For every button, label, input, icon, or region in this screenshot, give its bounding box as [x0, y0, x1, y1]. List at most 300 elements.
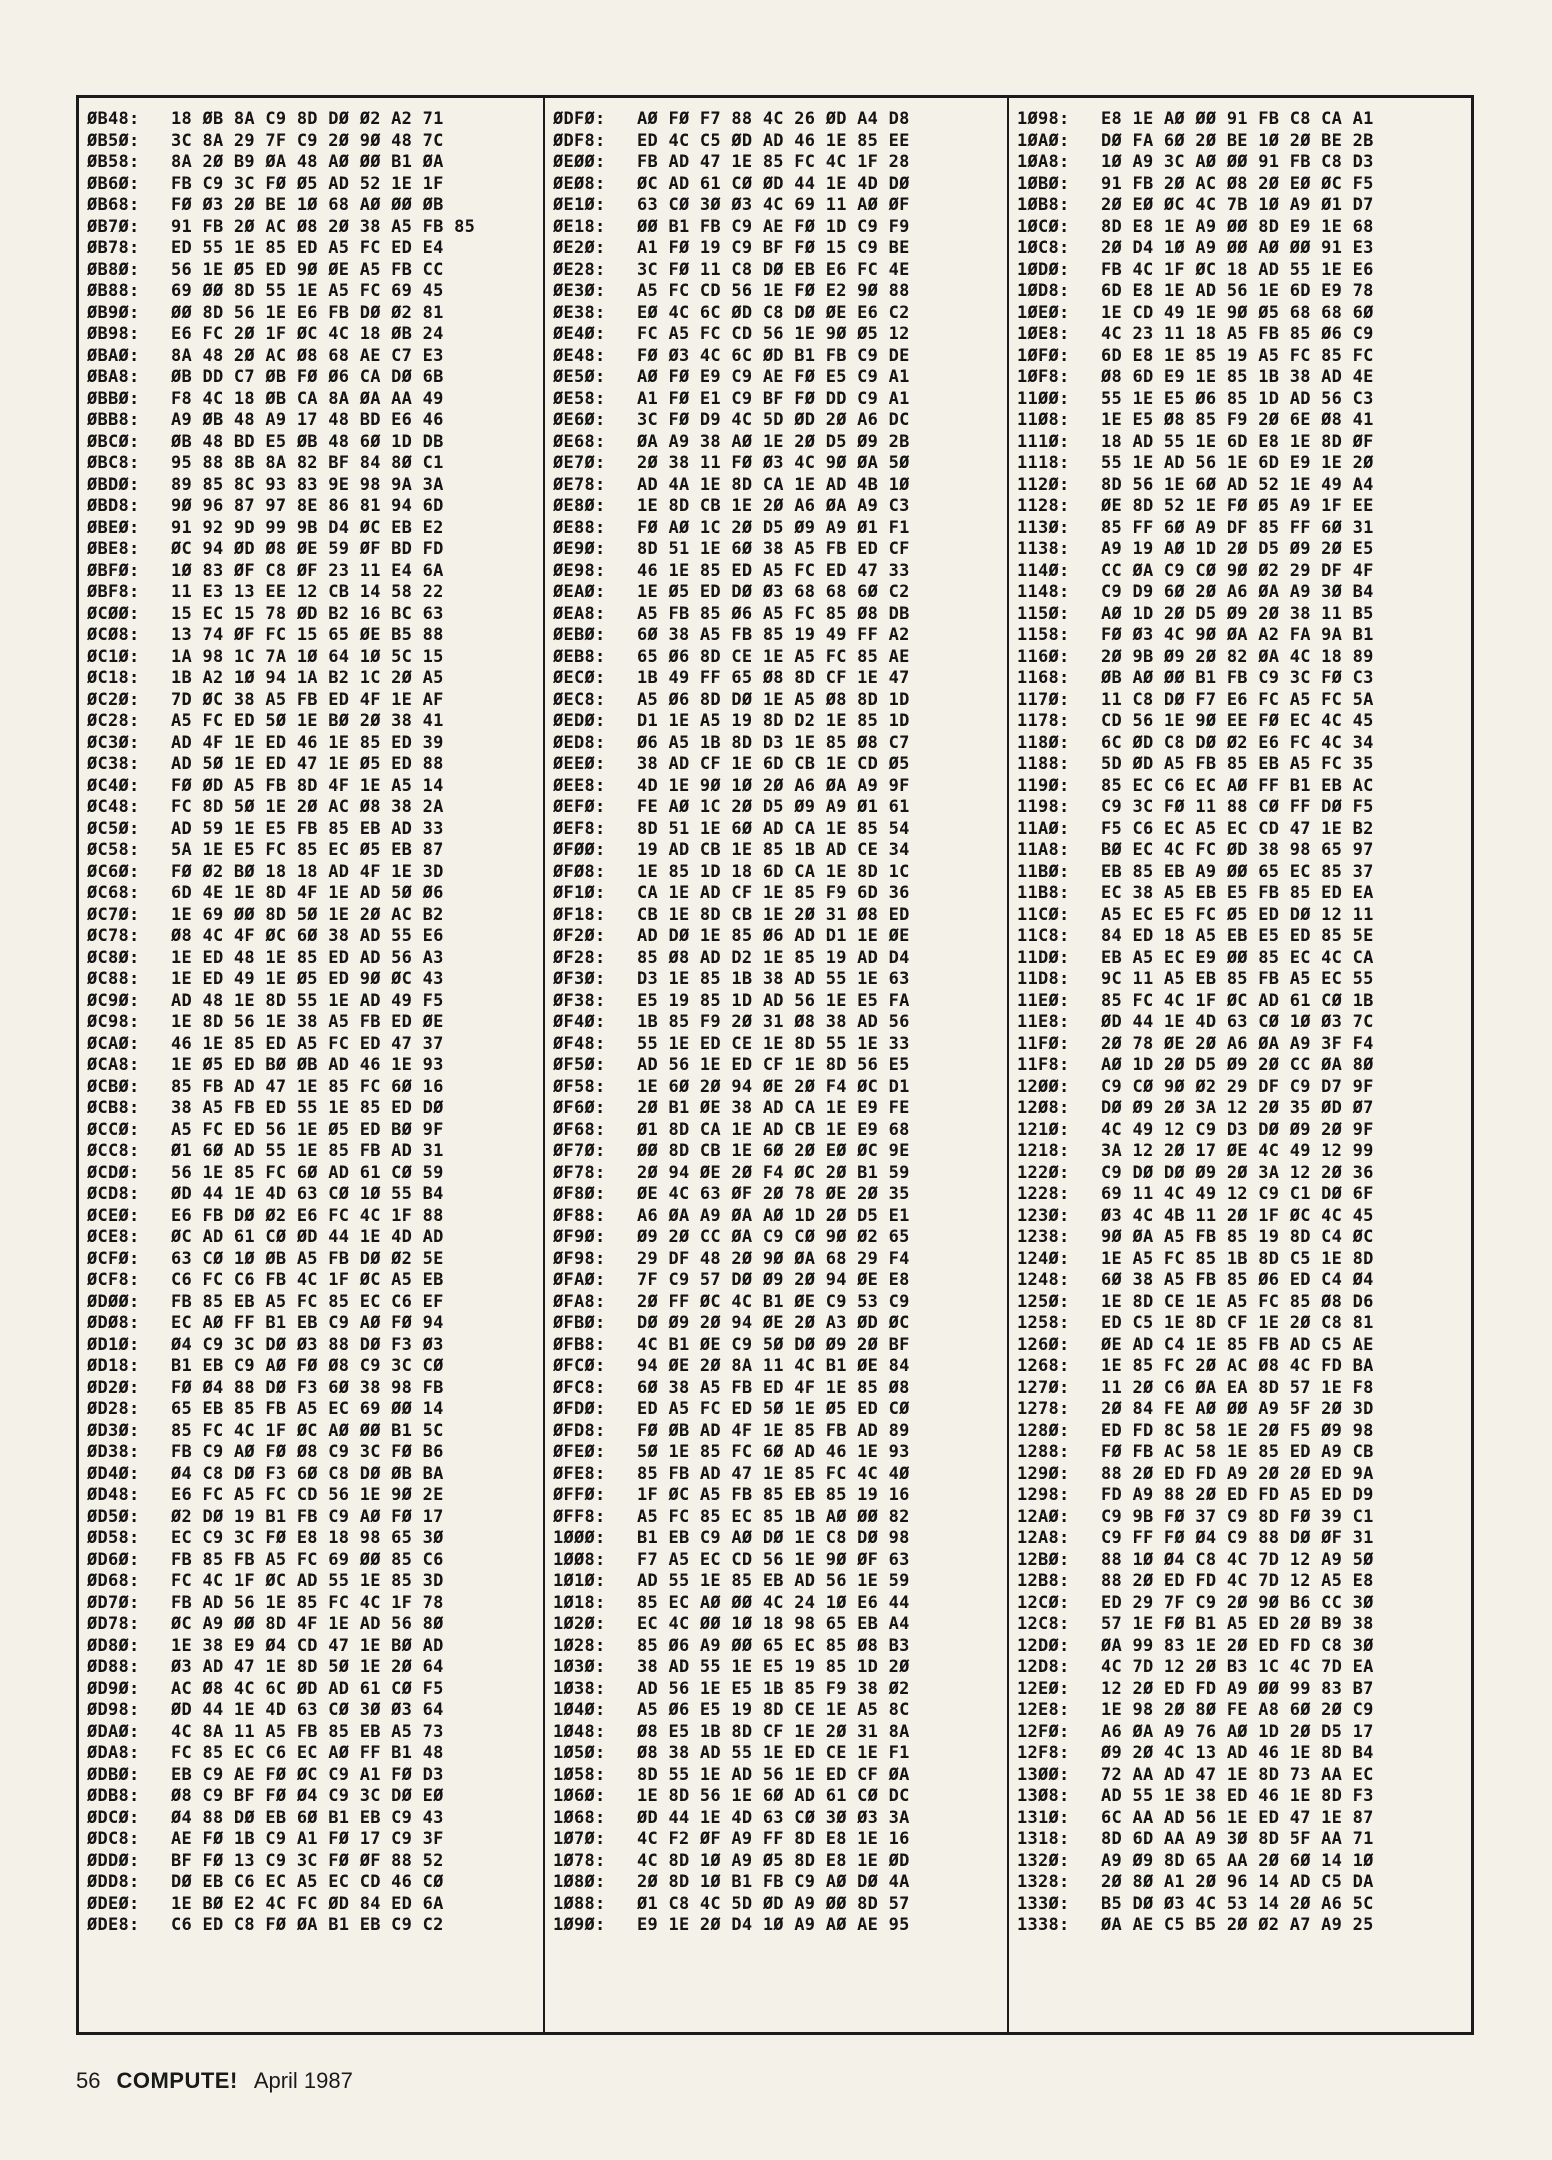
line-address: 11CØ:	[1017, 904, 1070, 925]
listing-line	[1017, 776, 1467, 798]
line-bytes: 1E A5 FC 85 1B 8D C5 1E 8D	[1101, 1248, 1374, 1269]
line-address: ØC88:	[87, 969, 140, 989]
listing-line	[553, 1829, 1003, 1851]
line-address: ØB68:	[87, 195, 140, 215]
listing-line	[1017, 1851, 1467, 1873]
line-address: ØEBØ:	[553, 625, 606, 645]
listing-line	[553, 324, 1003, 346]
listing-line	[1017, 1829, 1467, 1851]
listing-line	[87, 1894, 539, 1916]
listing-line	[553, 174, 1003, 196]
line-bytes: EC C9 3C FØ E8 18 98 65 3Ø	[171, 1528, 444, 1548]
line-address: ØE68:	[553, 431, 606, 452]
listing-line	[1017, 1507, 1467, 1529]
line-address: ØF8Ø:	[553, 1184, 606, 1204]
line-address: ØFØØ:	[553, 840, 606, 860]
line-bytes: 9Ø 96 87 97 8E 86 81 94 6D	[171, 496, 444, 516]
listing-line	[1017, 496, 1467, 518]
line-address: ØF38:	[553, 990, 606, 1011]
listing-line	[1017, 217, 1467, 239]
line-address: ØC4Ø:	[87, 775, 140, 796]
line-address: ØF6Ø:	[553, 1098, 606, 1118]
line-bytes: 4C 23 11 18 A5 FB 85 Ø6 C9	[1101, 324, 1374, 344]
listing-line	[87, 1829, 539, 1851]
line-bytes: E6 FC 2Ø 1F ØC 4C 18 ØB 24	[171, 324, 444, 344]
listing-line	[87, 1227, 539, 1249]
line-address: 1218:	[1017, 1141, 1070, 1161]
listing-line	[553, 647, 1003, 669]
listing-line	[553, 1442, 1003, 1464]
line-address: 1Ø58:	[553, 1764, 606, 1785]
line-bytes: A5 FC ED 5Ø 1E BØ 2Ø 38 41	[171, 711, 444, 731]
line-address: ØFAØ:	[553, 1270, 606, 1290]
line-bytes: 85 FC 4C 1F ØC AØ ØØ B1 5C	[171, 1420, 444, 1441]
listing-line	[553, 1872, 1003, 1894]
listing-line	[1017, 797, 1467, 819]
listing-line	[553, 840, 1003, 862]
listing-line	[87, 1120, 539, 1142]
line-bytes: CA 1E AD CF 1E 85 F9 6D 36	[637, 883, 910, 903]
listing-line	[87, 776, 539, 798]
line-bytes: 3C FØ D9 4C 5D ØD 2Ø A6 DC	[637, 410, 910, 430]
line-address: ØBDØ:	[87, 474, 140, 495]
listing-line	[553, 1808, 1003, 1830]
line-address: 1ØCØ:	[1017, 216, 1070, 237]
line-address: ØF1Ø:	[553, 883, 606, 903]
line-bytes: 2Ø 9B Ø9 2Ø 82 ØA 4C 18 89	[1101, 646, 1374, 667]
listing-line	[87, 883, 539, 905]
line-address: ØCØØ:	[87, 603, 140, 624]
line-bytes: EB C9 AE FØ ØC C9 A1 FØ D3	[171, 1764, 444, 1785]
line-bytes: 11 E3 13 EE 12 CB 14 58 22	[171, 582, 444, 602]
listing-line	[87, 1550, 539, 1572]
listing-line	[553, 582, 1003, 604]
listing-line	[553, 711, 1003, 733]
listing-line	[87, 1464, 539, 1486]
listing-line	[553, 475, 1003, 497]
line-bytes: 1E 69 ØØ 8D 5Ø 1E 2Ø AC B2	[171, 904, 444, 925]
line-bytes: E5 19 85 1D AD 56 1E E5 FA	[637, 990, 910, 1011]
listing-line	[1017, 690, 1467, 712]
listing-line	[1017, 389, 1467, 411]
line-bytes: ØC AD 61 CØ ØD 44 1E 4D AD	[171, 1227, 444, 1247]
line-address: 1Ø8Ø:	[553, 1872, 606, 1892]
line-address: 1128:	[1017, 496, 1070, 516]
line-address: 1158:	[1017, 625, 1070, 645]
listing-line	[553, 797, 1003, 819]
line-bytes: FØ Ø4 88 DØ F3 6Ø 38 98 FB	[171, 1377, 444, 1398]
listing-line	[1017, 926, 1467, 948]
line-bytes: 1E 85 FC 2Ø AC Ø8 4C FD BA	[1101, 1356, 1374, 1376]
line-bytes: ØA 99 83 1E 2Ø ED FD C8 3Ø	[1101, 1635, 1374, 1656]
line-bytes: 63 CØ 3Ø Ø3 4C 69 11 AØ ØF	[637, 195, 910, 215]
line-address: ØDBØ:	[87, 1764, 140, 1785]
listing-line	[553, 1657, 1003, 1679]
listing-line	[1017, 346, 1467, 368]
listing-line	[553, 1227, 1003, 1249]
line-bytes: A1 FØ E1 C9 BF FØ DD C9 A1	[637, 388, 910, 409]
line-bytes: 95 88 8B 8A 82 BF 84 8Ø C1	[171, 453, 444, 473]
listing-line	[1017, 1550, 1467, 1572]
line-address: 123Ø:	[1017, 1205, 1070, 1226]
line-address: 1ØC8:	[1017, 238, 1070, 258]
line-bytes: 55 1E E5 Ø6 85 1D AD 56 C3	[1101, 388, 1374, 409]
line-address: 1Ø68:	[553, 1807, 606, 1828]
line-address: 1168:	[1017, 668, 1070, 688]
listing-line	[553, 238, 1003, 260]
line-bytes: 55 1E AD 56 1E 6D E9 1E 2Ø	[1101, 453, 1374, 473]
line-bytes: 1F ØC A5 FB 85 EB 85 19 16	[637, 1485, 910, 1505]
line-bytes: A9 19 AØ 1D 2Ø D5 Ø9 2Ø E5	[1101, 539, 1374, 559]
line-bytes: 2Ø 78 ØE 2Ø A6 ØA A9 3F F4	[1101, 1033, 1374, 1054]
line-bytes: FB C9 AØ FØ Ø8 C9 3C FØ B6	[171, 1442, 444, 1462]
line-address: 1ØØØ:	[553, 1528, 606, 1548]
line-bytes: 4C B1 ØE C9 5Ø DØ Ø9 2Ø BF	[637, 1334, 910, 1355]
listing-line	[1017, 1356, 1467, 1378]
listing-line	[553, 969, 1003, 991]
line-address: 128Ø:	[1017, 1420, 1070, 1441]
listing-line	[87, 475, 539, 497]
line-bytes: AØ 1D 2Ø D5 Ø9 2Ø CC ØA 8Ø	[1101, 1055, 1374, 1075]
line-bytes: AD 56 1E E5 1B 85 F9 38 Ø2	[637, 1678, 910, 1699]
listing-line	[87, 1915, 539, 1937]
line-address: ØF78:	[553, 1162, 606, 1183]
line-address: 133Ø:	[1017, 1893, 1070, 1914]
listing-line	[1017, 647, 1467, 669]
line-bytes: 91 FB 2Ø AC Ø8 2Ø EØ ØC F5	[1101, 173, 1374, 194]
line-bytes: Ø1 8D CA 1E AD CB 1E E9 68	[637, 1119, 910, 1140]
listing-line	[553, 1571, 1003, 1593]
line-bytes: 8A 2Ø B9 ØA 48 AØ ØØ B1 ØA	[171, 152, 444, 172]
line-bytes: B1 EB C9 AØ FØ Ø8 C9 3C CØ	[171, 1356, 444, 1376]
line-bytes: 8D 56 1E 6Ø AD 52 1E 49 A4	[1101, 474, 1374, 495]
line-bytes: E9 1E 2Ø D4 1Ø A9 AØ AE 95	[637, 1915, 910, 1935]
listing-line	[1017, 991, 1467, 1013]
line-bytes: F8 4C 18 ØB CA 8A ØA AA 49	[171, 388, 444, 409]
line-bytes: B1 EB C9 AØ DØ 1E C8 DØ 98	[637, 1528, 910, 1548]
page-number: 56	[76, 2068, 101, 2093]
listing-line	[553, 1636, 1003, 1658]
line-bytes: AD DØ 1E 85 Ø6 AD D1 1E ØE	[637, 926, 910, 946]
line-bytes: 8D 55 1E AD 56 1E ED CF ØA	[637, 1764, 910, 1785]
line-bytes: Ø2 DØ 19 B1 FB C9 AØ FØ 17	[171, 1506, 444, 1527]
line-bytes: 5A 1E E5 FC 85 EC Ø5 EB 87	[171, 840, 444, 860]
listing-line	[553, 561, 1003, 583]
line-bytes: AD 5Ø 1E ED 47 1E Ø5 ED 88	[171, 754, 444, 774]
listing-line	[553, 991, 1003, 1013]
line-bytes: FØ ØB AD 4F 1E 85 FB AD 89	[637, 1420, 910, 1441]
line-address: ØD5Ø:	[87, 1506, 140, 1527]
line-bytes: 55 1E ED CE 1E 8D 55 1E 33	[637, 1033, 910, 1054]
line-address: ØF3Ø:	[553, 969, 606, 989]
listing-line	[1017, 1464, 1467, 1486]
line-address: ØB48:	[87, 109, 140, 129]
line-address: 1178:	[1017, 711, 1070, 731]
listing-line	[553, 1313, 1003, 1335]
listing-column-2	[543, 98, 1007, 2032]
line-bytes: ED C5 1E 8D CF 1E 2Ø C8 81	[1101, 1313, 1374, 1333]
line-bytes: 4C 8D 1Ø A9 Ø5 8D E8 1E ØD	[637, 1850, 910, 1871]
line-address: 11ØØ:	[1017, 388, 1070, 409]
line-bytes: FE AØ 1C 2Ø D5 Ø9 A9 Ø1 61	[637, 797, 910, 817]
line-bytes: ØE 4C 63 ØF 2Ø 78 ØE 2Ø 35	[637, 1184, 910, 1204]
line-bytes: 1E Ø5 ED DØ Ø3 68 68 6Ø C2	[637, 582, 910, 602]
line-address: 12Ø8:	[1017, 1098, 1070, 1118]
line-address: ØB6Ø:	[87, 173, 140, 194]
line-address: ØCC8:	[87, 1141, 140, 1161]
line-address: 1Ø98:	[1017, 109, 1070, 129]
line-bytes: FØ AØ 1C 2Ø D5 Ø9 A9 Ø1 F1	[637, 517, 910, 538]
line-bytes: ØD 44 1E 4D 63 CØ 3Ø Ø3 3A	[637, 1807, 910, 1828]
line-bytes: E6 FB DØ Ø2 E6 FC 4C 1F 88	[171, 1205, 444, 1226]
line-address: 1Ø9Ø:	[553, 1915, 606, 1935]
line-address: ØDCØ:	[87, 1807, 140, 1828]
line-bytes: 1B 49 FF 65 Ø8 8D CF 1E 47	[637, 668, 910, 688]
listing-line	[87, 1700, 539, 1722]
line-bytes: ØØ 8D 56 1E E6 FB DØ Ø2 81	[171, 302, 444, 323]
line-bytes: 38 AD CF 1E 6D CB 1E CD Ø5	[637, 754, 910, 774]
line-bytes: 11 2Ø C6 ØA EA 8D 57 1E F8	[1101, 1377, 1374, 1398]
listing-line	[87, 1442, 539, 1464]
listing-line	[1017, 432, 1467, 454]
listing-line	[87, 1679, 539, 1701]
listing-line	[1017, 152, 1467, 174]
line-bytes: AD 48 1E 8D 55 1E AD 49 F5	[171, 990, 444, 1011]
line-address: ØCFØ:	[87, 1248, 140, 1269]
line-bytes: 85 FC 4C 1F ØC AD 61 CØ 1B	[1101, 990, 1374, 1011]
line-bytes: AD 55 1E 85 EB AD 56 1E 59	[637, 1571, 910, 1591]
listing-line	[1017, 109, 1467, 131]
listing-line	[1017, 238, 1467, 260]
listing-line	[1017, 1227, 1467, 1249]
line-address: 122Ø:	[1017, 1162, 1070, 1183]
line-address: ØDEØ:	[87, 1893, 140, 1914]
line-address: ØB88:	[87, 281, 140, 301]
listing-line	[1017, 819, 1467, 841]
line-bytes: FB AD 47 1E 85 FC 4C 1F 28	[637, 152, 910, 172]
line-bytes: 1E E5 Ø8 85 F9 2Ø 6E Ø8 41	[1101, 410, 1374, 430]
line-bytes: E8 1E AØ ØØ 91 FB C8 CA A1	[1101, 109, 1374, 129]
line-bytes: FB 85 FB A5 FC 69 ØØ 85 C6	[171, 1549, 444, 1570]
listing-line	[87, 195, 539, 217]
line-address: ØDE8:	[87, 1915, 140, 1935]
listing-line	[1017, 1335, 1467, 1357]
listing-line	[1017, 969, 1467, 991]
listing-line	[1017, 883, 1467, 905]
listing-line	[87, 1593, 539, 1615]
line-bytes: 2Ø EØ ØC 4C 7B 1Ø A9 Ø1 D7	[1101, 195, 1374, 215]
line-bytes: 6Ø 38 A5 FB 85 19 49 FF A2	[637, 625, 910, 645]
listing-line	[1017, 1184, 1467, 1206]
line-bytes: D1 1E A5 19 8D D2 1E 85 1D	[637, 711, 910, 731]
line-address: 1ØB8:	[1017, 195, 1070, 215]
listing-line	[1017, 1163, 1467, 1185]
line-address: 1ØF8:	[1017, 367, 1070, 387]
line-address: ØFCØ:	[553, 1356, 606, 1376]
line-bytes: 1Ø 83 ØF C8 ØF 23 11 E4 6A	[171, 560, 444, 581]
line-address: ØE3Ø:	[553, 281, 606, 301]
line-bytes: 1B A2 1Ø 94 1A B2 1C 2Ø A5	[171, 668, 444, 688]
line-bytes: Ø8 C9 BF FØ Ø4 C9 3C DØ EØ	[171, 1786, 444, 1806]
listing-line	[87, 1098, 539, 1120]
line-address: 116Ø:	[1017, 646, 1070, 667]
line-bytes: A5 FB 85 Ø6 A5 FC 85 Ø8 DB	[637, 603, 910, 624]
line-address: 1238:	[1017, 1227, 1070, 1247]
line-address: ØE58:	[553, 388, 606, 409]
line-bytes: EB A5 EC E9 ØØ 85 EC 4C CA	[1101, 947, 1374, 968]
line-bytes: ØB AØ ØØ B1 FB C9 3C FØ C3	[1101, 668, 1374, 688]
line-bytes: 56 1E 85 FC 6Ø AD 61 CØ 59	[171, 1162, 444, 1183]
listing-line	[87, 969, 539, 991]
line-address: ØF7Ø:	[553, 1141, 606, 1161]
line-bytes: Ø6 A5 1B 8D D3 1E 85 Ø8 C7	[637, 732, 910, 753]
line-address: ØDC8:	[87, 1829, 140, 1849]
line-address: ØFE8:	[553, 1463, 606, 1484]
listing-line	[87, 346, 539, 368]
line-address: 1318:	[1017, 1829, 1070, 1849]
line-bytes: 85 FB AD 47 1E 85 FC 4C 4Ø	[637, 1463, 910, 1484]
line-bytes: 8D 51 1E 6Ø 38 A5 FB ED CF	[637, 539, 910, 559]
line-bytes: ØA A9 38 AØ 1E 2Ø D5 Ø9 2B	[637, 431, 910, 452]
line-address: 1148:	[1017, 582, 1070, 602]
line-address: ØC3Ø:	[87, 732, 140, 753]
line-bytes: ØB 48 BD E5 ØB 48 6Ø 1D DB	[171, 431, 444, 452]
listing-line	[553, 346, 1003, 368]
line-address: ØBA8:	[87, 367, 140, 387]
line-address: ØD9Ø:	[87, 1678, 140, 1699]
listing-line	[553, 1141, 1003, 1163]
listing-line	[87, 1141, 539, 1163]
line-bytes: 9Ø ØA A5 FB 85 19 8D C4 ØC	[1101, 1227, 1374, 1247]
line-bytes: 6D 4E 1E 8D 4F 1E AD 5Ø Ø6	[171, 883, 444, 903]
listing-line	[553, 1206, 1003, 1228]
line-address: 1ØFØ:	[1017, 345, 1070, 366]
listing-line	[87, 1335, 539, 1357]
listing-line	[1017, 131, 1467, 153]
line-address: 1Ø88:	[553, 1893, 606, 1914]
line-bytes: AØ FØ E9 C9 AE FØ E5 C9 A1	[637, 367, 910, 387]
line-address: ØEEØ:	[553, 754, 606, 774]
line-address: ØEF8:	[553, 818, 606, 839]
line-bytes: Ø1 C8 4C 5D ØD A9 ØØ 8D 57	[637, 1893, 910, 1914]
line-address: ØCEØ:	[87, 1205, 140, 1226]
line-address: ØFØ8:	[553, 861, 606, 882]
line-address: ØBBØ:	[87, 388, 140, 409]
line-address: ØE2Ø:	[553, 238, 606, 258]
line-address: ØCAØ:	[87, 1033, 140, 1054]
line-bytes: 3A 12 2Ø 17 ØE 4C 49 12 99	[1101, 1141, 1374, 1161]
line-bytes: 7D ØC 38 A5 FB ED 4F 1E AF	[171, 689, 444, 710]
line-bytes: AE FØ 1B C9 A1 FØ 17 C9 3F	[171, 1829, 444, 1849]
listing-line	[87, 711, 539, 733]
line-bytes: A5 FC CD 56 1E FØ E2 9Ø 88	[637, 281, 910, 301]
line-address: ØD7Ø:	[87, 1592, 140, 1613]
listing-line	[1017, 1808, 1467, 1830]
line-bytes: ØD 44 1E 4D 63 CØ 1Ø Ø3 7C	[1101, 1012, 1374, 1032]
line-address: ØD98:	[87, 1700, 140, 1720]
line-address: ØF58:	[553, 1076, 606, 1097]
line-address: ØE9Ø:	[553, 539, 606, 559]
listing-line	[1017, 1292, 1467, 1314]
listing-line	[87, 1571, 539, 1593]
listing-line	[553, 152, 1003, 174]
line-address: 1188:	[1017, 754, 1070, 774]
listing-line	[553, 862, 1003, 884]
listing-line	[87, 1722, 539, 1744]
line-bytes: 85 FF 6Ø A9 DF 85 FF 6Ø 31	[1101, 517, 1374, 538]
line-bytes: AD 56 1E ED CF 1E 8D 56 E5	[637, 1055, 910, 1075]
line-bytes: 18 ØB 8A C9 8D DØ Ø2 A2 71	[171, 109, 444, 129]
listing-line	[87, 453, 539, 475]
line-address: ØC68:	[87, 883, 140, 903]
listing-line	[553, 539, 1003, 561]
line-bytes: 38 AD 55 1E E5 19 85 1D 2Ø	[637, 1657, 910, 1677]
listing-line	[87, 260, 539, 282]
line-bytes: FB AD 56 1E 85 FC 4C 1F 78	[171, 1592, 444, 1613]
line-bytes: 65 Ø6 8D CE 1E A5 FC 85 AE	[637, 646, 910, 667]
listing-line	[1017, 668, 1467, 690]
line-bytes: Ø9 2Ø CC ØA C9 CØ 9Ø Ø2 65	[637, 1227, 910, 1247]
listing-line	[87, 991, 539, 1013]
line-address: ØD28:	[87, 1399, 140, 1419]
line-address: 132Ø:	[1017, 1850, 1070, 1871]
line-bytes: 4C 8A 11 A5 FB 85 EB A5 73	[171, 1721, 444, 1742]
line-bytes: 6D E8 1E 85 19 A5 FC 85 FC	[1101, 345, 1374, 366]
line-address: ØDDØ:	[87, 1850, 140, 1871]
line-bytes: A6 ØA A9 ØA AØ 1D 2Ø D5 E1	[637, 1205, 910, 1226]
line-bytes: AC Ø8 4C 6C ØD AD 61 CØ F5	[171, 1678, 444, 1699]
listing-line	[1017, 582, 1467, 604]
listing-line	[87, 1378, 539, 1400]
listing-line	[553, 1034, 1003, 1056]
line-bytes: 6D E8 1E AD 56 1E 6D E9 78	[1101, 281, 1374, 301]
line-bytes: DØ EB C6 EC A5 EC CD 46 CØ	[171, 1872, 444, 1892]
line-bytes: 84 ED 18 A5 EB E5 ED 85 5E	[1101, 926, 1374, 946]
line-address: 112Ø:	[1017, 474, 1070, 495]
line-bytes: ED 4C C5 ØD AD 46 1E 85 EE	[637, 130, 910, 151]
line-bytes: F5 C6 EC A5 EC CD 47 1E B2	[1101, 818, 1374, 839]
line-address: ØC18:	[87, 668, 140, 688]
line-bytes: 1E 8D CB 1E 2Ø A6 ØA A9 C3	[637, 496, 910, 516]
listing-line	[87, 1851, 539, 1873]
listing-line	[553, 1464, 1003, 1486]
listing-line	[1017, 1120, 1467, 1142]
line-bytes: A1 FØ 19 C9 BF FØ 15 C9 BE	[637, 238, 910, 258]
listing-line	[1017, 260, 1467, 282]
line-bytes: 1E BØ E2 4C FC ØD 84 ED 6A	[171, 1893, 444, 1914]
line-bytes: 1E ED 49 1E Ø5 ED 9Ø ØC 43	[171, 969, 444, 989]
line-bytes: ØE 8D 52 1E FØ Ø5 A9 1F EE	[1101, 496, 1374, 516]
line-bytes: 85 Ø6 A9 ØØ 65 EC 85 Ø8 B3	[637, 1635, 910, 1656]
listing-line	[1017, 1141, 1467, 1163]
line-address: 11A8:	[1017, 840, 1070, 860]
line-bytes: Ø9 2Ø 4C 13 AD 46 1E 8D B4	[1101, 1743, 1374, 1763]
listing-line	[1017, 1593, 1467, 1615]
line-address: ØB5Ø:	[87, 130, 140, 151]
listing-line	[553, 303, 1003, 325]
line-bytes: 8D E8 1E A9 ØØ 8D E9 1E 68	[1101, 216, 1374, 237]
listing-line	[553, 754, 1003, 776]
line-bytes: 19 AD CB 1E 85 1B AD CE 34	[637, 840, 910, 860]
line-address: ØC7Ø:	[87, 904, 140, 925]
line-address: ØE7Ø:	[553, 453, 606, 473]
line-address: ØF2Ø:	[553, 926, 606, 946]
listing-line	[87, 1356, 539, 1378]
line-address: 1198:	[1017, 797, 1070, 817]
listing-line	[1017, 303, 1467, 325]
line-bytes: AD 4A 1E 8D CA 1E AD 4B 1Ø	[637, 474, 910, 495]
line-bytes: 2Ø 94 ØE 2Ø F4 ØC 2Ø B1 59	[637, 1162, 910, 1183]
